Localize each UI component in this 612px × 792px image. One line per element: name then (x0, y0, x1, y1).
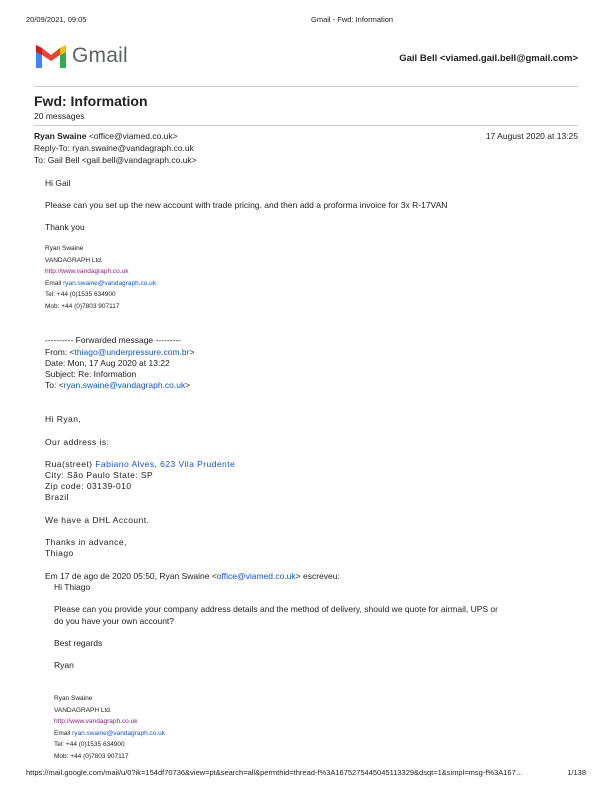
message-date: 17 August 2020 at 13:25 (485, 131, 578, 141)
sig-mob: Mob: +44 (0)7803 907117 (45, 303, 120, 310)
sig-name: Ryan Swaine (45, 245, 84, 252)
forward-divider: ---------- Forwarded message --------- (45, 335, 181, 345)
body-greeting: Hi Gail (45, 178, 71, 188)
body-thanks: Thank you (45, 222, 85, 232)
print-title: Gmail - Fwd: Information (311, 15, 394, 24)
gmail-wordmark: Gmail (72, 44, 128, 67)
print-page-number: 1/138 (567, 768, 586, 777)
sig-email-link[interactable]: ryan.swaine@vandagraph.co.uk (63, 280, 157, 287)
forward-from-label: From: < (45, 347, 75, 357)
quote-header-start: Em 17 de ago de 2020 05:50, Ryan Swaine < (45, 571, 217, 581)
fwd-street-label: Rua(street) (45, 459, 96, 469)
fwd-street (45, 459, 235, 469)
quoted-sig-tel: Tel: +44 (0)1535 634900 (54, 741, 125, 748)
reply-to: Reply-To: ryan.swaine@vandagraph.co.uk (34, 143, 194, 153)
fwd-dhl: We have a DHL Account. (45, 515, 150, 525)
account-label: Gail Bell <viamed.gail.bell@gmail.com> (399, 53, 578, 64)
sig-email (45, 280, 156, 287)
header-divider (34, 86, 578, 87)
quoted-sig-email (54, 730, 165, 737)
message-count: 20 messages (34, 111, 85, 121)
print-datetime: 20/09/2021, 09:05 (26, 15, 87, 24)
subject-divider (34, 125, 578, 126)
sender-email: <office@viamed.co.uk> (88, 131, 178, 141)
quoted-name: Ryan (54, 660, 74, 670)
sig-company: VANDAGRAPH Ltd. (45, 257, 103, 264)
sig-tel: Tel: +44 (0)1535 634900 (45, 291, 116, 298)
fwd-city: City: São Paulo State: SP (45, 470, 154, 480)
print-footer-url: https://mail.google.com/mail/u/0?ik=154df70736&view=pt&search=all&permthid=thread-f%3A1675275445045113329&dsqt=1&simpl=msg-f%3A167… (26, 768, 524, 777)
forward-from (45, 347, 194, 357)
fwd-street-link[interactable]: Fabiano Alves, 623 Vila Prudente (95, 459, 236, 469)
fwd-greeting: Hi Ryan, (45, 414, 82, 424)
forward-from-email-link[interactable]: thiago@underpressure.com.br (74, 347, 190, 357)
quoted-line1: Please can you provide your company address details and the method of delivery, should we quote for airmail, UPS or (54, 604, 498, 614)
quote-header-end: > escreveu: (295, 571, 340, 581)
quoted-sig-company: VANDAGRAPH Ltd. (54, 707, 112, 714)
forward-date: Date: Mon, 17 Aug 2020 at 13:22 (45, 358, 170, 368)
quote-header (45, 571, 340, 581)
fwd-address-intro: Our address is: (45, 437, 110, 447)
forward-to-email-link[interactable]: ryan.swaine@vandagraph.co.uk (63, 380, 186, 390)
message-from (34, 131, 178, 141)
forward-from-end: > (189, 347, 195, 357)
forward-to-label: To: < (45, 380, 64, 390)
forward-subject: Subject: Re: Information (45, 369, 137, 379)
quoted-sig-url-link[interactable]: http://www.vandagraph.co.uk (54, 718, 138, 725)
fwd-country: Brazil (45, 492, 69, 502)
quoted-line2: do you have your own account? (54, 616, 175, 626)
quoted-sig-email-label: Email (54, 730, 73, 737)
quoted-sig-name: Ryan Swaine (54, 695, 93, 702)
quoted-sig-email-link[interactable]: ryan.swaine@vandagraph.co.uk (72, 730, 166, 737)
sender-name: Ryan Swaine (34, 131, 87, 141)
forward-to (45, 380, 190, 390)
quoted-regards: Best regards (54, 638, 103, 648)
fwd-sign: Thiago (45, 548, 74, 558)
quoted-sig-mob: Mob: +44 (0)7803 907117 (54, 753, 129, 760)
forward-to-end: > (185, 380, 191, 390)
sig-url-link[interactable]: http://www.vandagraph.co.uk (45, 268, 129, 275)
quoted-greeting: Hi Thiago (54, 582, 91, 592)
body-text: Please can you set up the new account with trade pricing. and then add a proforma invoice for 3x R-17VAN (45, 200, 448, 210)
message-to: To: Gail Bell <gail.bell@vandagraph.co.uk> (34, 155, 197, 165)
quote-header-email-link[interactable]: office@viamed.co.uk (216, 571, 296, 581)
sig-email-label: Email (45, 280, 64, 287)
thread-subject: Fwd: Information (34, 93, 148, 109)
fwd-zip: Zip code: 03139-010 (45, 481, 132, 491)
fwd-thanks: Thanks in advance, (45, 537, 127, 547)
gmail-m-logo-icon[interactable] (34, 44, 68, 70)
